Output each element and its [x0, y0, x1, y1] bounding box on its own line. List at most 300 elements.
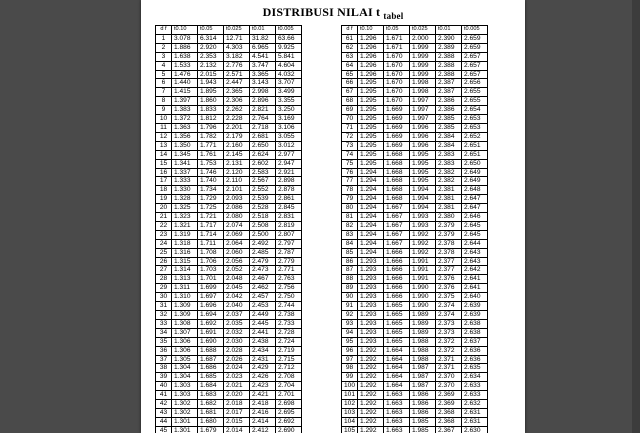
value-cell: 1.306: [172, 346, 198, 355]
value-cell: 2.378: [436, 239, 462, 248]
value-cell: 2.819: [276, 221, 302, 230]
value-cell: 2.646: [462, 213, 488, 222]
df-cell: 65: [342, 70, 358, 79]
df-cell: 104: [342, 417, 358, 426]
value-cell: 2.368: [436, 417, 462, 426]
value-cell: 1.294: [358, 239, 384, 248]
value-cell: 1.330: [172, 186, 198, 195]
value-cell: 2.020: [224, 391, 250, 400]
value-cell: 2.101: [224, 186, 250, 195]
value-cell: 2.698: [276, 400, 302, 409]
value-cell: 1.691: [198, 328, 224, 337]
value-cell: 1.319: [172, 230, 198, 239]
value-cell: 2.728: [276, 328, 302, 337]
value-cell: 1.316: [172, 248, 198, 257]
df-cell: 22: [156, 221, 172, 230]
value-cell: 2.861: [276, 195, 302, 204]
value-cell: 2.807: [276, 230, 302, 239]
value-cell: 2.921: [276, 168, 302, 177]
value-cell: 1.310: [172, 293, 198, 302]
value-cell: 1.671: [384, 34, 410, 43]
value-cell: 1.293: [358, 293, 384, 302]
value-cell: 6.314: [198, 34, 224, 43]
value-cell: 2.485: [250, 248, 276, 257]
value-cell: 2.383: [436, 159, 462, 168]
value-cell: 1.666: [384, 257, 410, 266]
value-cell: 1.993: [410, 213, 436, 222]
df-cell: 81: [342, 213, 358, 222]
header-row: [342, 26, 488, 35]
value-cell: 1.761: [198, 150, 224, 159]
df-cell: 21: [156, 213, 172, 222]
value-cell: 1.991: [410, 275, 436, 284]
value-cell: 1.671: [384, 43, 410, 52]
table-row: [156, 159, 302, 168]
value-cell: 1.725: [198, 204, 224, 213]
value-cell: 4.303: [224, 43, 250, 52]
df-cell: 69: [342, 106, 358, 115]
value-cell: 2.385: [436, 123, 462, 132]
value-cell: 2.649: [462, 168, 488, 177]
value-cell: 1.668: [384, 177, 410, 186]
table-row: [156, 195, 302, 204]
df-cell: 70: [342, 115, 358, 124]
value-cell: 1.363: [172, 123, 198, 132]
value-cell: 2.375: [436, 293, 462, 302]
value-cell: 1.690: [198, 337, 224, 346]
value-cell: 1.996: [410, 123, 436, 132]
value-cell: 3.055: [276, 132, 302, 141]
value-cell: 2.659: [462, 34, 488, 43]
value-cell: 1.294: [358, 204, 384, 213]
value-cell: 31.82: [250, 34, 276, 43]
value-cell: 1.295: [358, 141, 384, 150]
df-cell: 31: [156, 302, 172, 311]
value-cell: 3.143: [250, 79, 276, 88]
value-cell: 2.421: [250, 391, 276, 400]
value-cell: 2.145: [224, 150, 250, 159]
value-cell: 2.633: [462, 382, 488, 391]
value-cell: 2.015: [198, 70, 224, 79]
value-cell: 2.132: [198, 61, 224, 70]
value-cell: 1.293: [358, 311, 384, 320]
value-cell: 2.642: [462, 266, 488, 275]
value-cell: 2.763: [276, 275, 302, 284]
value-cell: 2.657: [462, 52, 488, 61]
value-cell: 1.681: [198, 408, 224, 417]
value-cell: 1.812: [198, 115, 224, 124]
table-row: [342, 177, 488, 186]
value-cell: 2.719: [276, 346, 302, 355]
value-cell: 1.994: [410, 195, 436, 204]
table-row: [156, 123, 302, 132]
value-cell: 1.684: [198, 382, 224, 391]
value-cell: 1.440: [172, 79, 198, 88]
table-row: [342, 159, 488, 168]
value-cell: 2.636: [462, 346, 488, 355]
df-cell: 91: [342, 302, 358, 311]
value-cell: 2.028: [224, 346, 250, 355]
value-cell: 1.670: [384, 97, 410, 106]
table-row: [342, 213, 488, 222]
value-cell: 2.381: [436, 195, 462, 204]
value-cell: 2.539: [250, 195, 276, 204]
value-cell: 1.292: [358, 355, 384, 364]
value-cell: 2.042: [224, 293, 250, 302]
table-row: [156, 373, 302, 382]
value-cell: 2.528: [250, 204, 276, 213]
value-cell: 2.708: [276, 373, 302, 382]
value-cell: 2.037: [224, 311, 250, 320]
value-cell: 2.441: [250, 328, 276, 337]
df-cell: 26: [156, 257, 172, 266]
value-cell: 1.668: [384, 159, 410, 168]
value-cell: 1.987: [410, 364, 436, 373]
value-cell: 1.685: [198, 373, 224, 382]
value-cell: 3.499: [276, 88, 302, 97]
value-cell: 1.309: [172, 311, 198, 320]
df-cell: 36: [156, 346, 172, 355]
value-cell: 1.670: [384, 52, 410, 61]
value-cell: 1.699: [198, 284, 224, 293]
value-cell: 2.024: [224, 364, 250, 373]
value-cell: 1.721: [198, 213, 224, 222]
value-cell: 1.665: [384, 311, 410, 320]
table-row: [156, 382, 302, 391]
table-row: [342, 150, 488, 159]
table-row: [156, 168, 302, 177]
df-cell: 17: [156, 177, 172, 186]
value-cell: 1.292: [358, 391, 384, 400]
value-cell: 2.724: [276, 337, 302, 346]
value-cell: 2.388: [436, 61, 462, 70]
value-cell: 2.373: [436, 319, 462, 328]
value-cell: 1.943: [198, 79, 224, 88]
value-cell: 2.878: [276, 186, 302, 195]
table-row: [342, 106, 488, 115]
df-cell: 83: [342, 230, 358, 239]
value-cell: 2.387: [436, 79, 462, 88]
table-row: [342, 302, 488, 311]
table-row: [156, 239, 302, 248]
value-cell: 1.341: [172, 159, 198, 168]
value-cell: 2.718: [250, 123, 276, 132]
value-cell: 1.293: [358, 266, 384, 275]
value-cell: 2.377: [436, 257, 462, 266]
table-row: [342, 408, 488, 417]
value-cell: 2.306: [224, 97, 250, 106]
table-row: [342, 284, 488, 293]
value-cell: 2.371: [436, 355, 462, 364]
value-cell: 2.750: [276, 293, 302, 302]
value-cell: 1.997: [410, 106, 436, 115]
value-cell: 3.707: [276, 79, 302, 88]
value-cell: 1.669: [384, 141, 410, 150]
value-cell: 3.747: [250, 61, 276, 70]
value-cell: 2.479: [250, 257, 276, 266]
df-cell: 3: [156, 52, 172, 61]
table-row: [342, 311, 488, 320]
title-text: DISTRIBUSI NILAI t: [262, 5, 381, 19]
value-cell: 2.653: [462, 123, 488, 132]
df-cell: 4: [156, 61, 172, 70]
value-cell: 2.652: [462, 132, 488, 141]
df-cell: 92: [342, 311, 358, 320]
table-row: [342, 141, 488, 150]
value-cell: 1.995: [410, 168, 436, 177]
value-cell: 2.845: [276, 204, 302, 213]
header-t0-05: t0.05: [198, 26, 224, 35]
value-cell: 2.389: [436, 43, 462, 52]
value-cell: 2.064: [224, 239, 250, 248]
value-cell: 1.664: [384, 373, 410, 382]
value-cell: 2.052: [224, 266, 250, 275]
value-cell: 3.182: [224, 52, 250, 61]
value-cell: 1.293: [358, 257, 384, 266]
value-cell: 1.664: [384, 382, 410, 391]
value-cell: 1.999: [410, 61, 436, 70]
value-cell: 1.993: [410, 221, 436, 230]
value-cell: 2.368: [436, 408, 462, 417]
value-cell: 2.387: [436, 88, 462, 97]
df-cell: 76: [342, 168, 358, 177]
table-row: [156, 408, 302, 417]
value-cell: 1.668: [384, 186, 410, 195]
value-cell: 1.305: [172, 355, 198, 364]
table-row: [156, 88, 302, 97]
table-row: [342, 257, 488, 266]
value-cell: 1.664: [384, 346, 410, 355]
df-cell: 87: [342, 266, 358, 275]
df-cell: 74: [342, 150, 358, 159]
value-cell: 2.110: [224, 177, 250, 186]
value-cell: 3.012: [276, 141, 302, 150]
df-cell: 41: [156, 391, 172, 400]
value-cell: 1.991: [410, 257, 436, 266]
df-cell: 32: [156, 311, 172, 320]
df-cell: 77: [342, 177, 358, 186]
value-cell: 2.787: [276, 248, 302, 257]
df-cell: 16: [156, 168, 172, 177]
value-cell: 1.997: [410, 115, 436, 124]
df-cell: 37: [156, 355, 172, 364]
value-cell: 6.965: [250, 43, 276, 52]
value-cell: 1.345: [172, 150, 198, 159]
value-cell: 2.384: [436, 132, 462, 141]
value-cell: 1.667: [384, 213, 410, 222]
value-cell: 1.667: [384, 230, 410, 239]
value-cell: 1.714: [198, 230, 224, 239]
df-cell: 6: [156, 79, 172, 88]
value-cell: 2.462: [250, 284, 276, 293]
value-cell: 2.657: [462, 70, 488, 79]
value-cell: 1.694: [198, 311, 224, 320]
value-cell: 2.390: [436, 34, 462, 43]
value-cell: 2.370: [436, 382, 462, 391]
table-row: [342, 328, 488, 337]
df-cell: 29: [156, 284, 172, 293]
value-cell: 1.997: [410, 97, 436, 106]
value-cell: 2.447: [224, 79, 250, 88]
value-cell: 1.292: [358, 408, 384, 417]
value-cell: 2.412: [250, 426, 276, 433]
value-cell: 1.986: [410, 400, 436, 409]
table-row: [156, 230, 302, 239]
header-df: d f: [342, 26, 358, 35]
value-cell: 1.989: [410, 319, 436, 328]
value-cell: 1.753: [198, 159, 224, 168]
value-cell: 1.668: [384, 168, 410, 177]
value-cell: 1.292: [358, 426, 384, 433]
value-cell: 1.666: [384, 293, 410, 302]
table-row: [342, 275, 488, 284]
table-row: [342, 364, 488, 373]
value-cell: 2.056: [224, 257, 250, 266]
value-cell: 2.797: [276, 239, 302, 248]
value-cell: 2.650: [250, 141, 276, 150]
df-cell: 43: [156, 408, 172, 417]
value-cell: 2.385: [436, 115, 462, 124]
value-cell: 1.301: [172, 426, 198, 433]
table-row: [342, 346, 488, 355]
value-cell: 1.665: [384, 319, 410, 328]
value-cell: 1.667: [384, 204, 410, 213]
value-cell: 2.655: [462, 97, 488, 106]
value-cell: 1.680: [198, 417, 224, 426]
value-cell: 2.414: [250, 417, 276, 426]
header-t0-10: t0.10: [172, 26, 198, 35]
value-cell: 2.647: [462, 195, 488, 204]
table-row: [156, 355, 302, 364]
value-cell: 2.656: [462, 79, 488, 88]
table-row: [156, 61, 302, 70]
df-cell: 42: [156, 400, 172, 409]
value-cell: 2.492: [250, 239, 276, 248]
value-cell: 1.309: [172, 302, 198, 311]
value-cell: 1.350: [172, 141, 198, 150]
value-cell: 1.687: [198, 355, 224, 364]
value-cell: 2.633: [462, 391, 488, 400]
value-cell: 1.296: [358, 70, 384, 79]
header-t0-10: t0.10: [358, 26, 384, 35]
df-cell: 10: [156, 115, 172, 124]
value-cell: 2.653: [462, 115, 488, 124]
value-cell: 2.632: [462, 400, 488, 409]
table-row: [342, 97, 488, 106]
value-cell: 1.994: [410, 186, 436, 195]
value-cell: 2.645: [462, 230, 488, 239]
df-cell: 73: [342, 141, 358, 150]
value-cell: 1.293: [358, 337, 384, 346]
value-cell: 1.296: [358, 34, 384, 43]
value-cell: 2.473: [250, 266, 276, 275]
value-cell: 1.293: [358, 302, 384, 311]
df-cell: 1: [156, 34, 172, 43]
value-cell: 2.643: [462, 248, 488, 257]
title-subscript: tabel: [383, 11, 404, 21]
df-cell: 40: [156, 382, 172, 391]
header-t0-005: t0.005: [276, 26, 302, 35]
value-cell: 1.683: [198, 391, 224, 400]
value-cell: 1.995: [410, 159, 436, 168]
value-cell: 1.666: [384, 266, 410, 275]
table-row: [156, 150, 302, 159]
value-cell: 2.518: [250, 213, 276, 222]
header-row: [156, 26, 302, 35]
value-cell: 1.668: [384, 195, 410, 204]
value-cell: 1.293: [358, 275, 384, 284]
value-cell: 2.000: [410, 34, 436, 43]
value-cell: 1.990: [410, 293, 436, 302]
df-cell: 64: [342, 61, 358, 70]
value-cell: 2.637: [462, 337, 488, 346]
value-cell: 1.986: [410, 391, 436, 400]
value-cell: 1.886: [172, 43, 198, 52]
value-cell: 1.740: [198, 177, 224, 186]
value-cell: 1.665: [384, 337, 410, 346]
value-cell: 1.986: [410, 408, 436, 417]
value-cell: 2.388: [436, 70, 462, 79]
value-cell: 1.987: [410, 382, 436, 391]
value-cell: 1.318: [172, 239, 198, 248]
value-cell: 1.302: [172, 400, 198, 409]
value-cell: 1.994: [410, 204, 436, 213]
value-cell: 2.634: [462, 373, 488, 382]
value-cell: 2.643: [462, 257, 488, 266]
value-cell: 2.648: [462, 186, 488, 195]
table-row: [342, 382, 488, 391]
value-cell: 2.571: [224, 70, 250, 79]
value-cell: 1.667: [384, 239, 410, 248]
value-cell: 1.711: [198, 239, 224, 248]
value-cell: 1.670: [384, 88, 410, 97]
value-cell: 2.017: [224, 408, 250, 417]
table-row: [156, 177, 302, 186]
value-cell: 2.381: [436, 186, 462, 195]
value-cell: 1.985: [410, 417, 436, 426]
table-row: [156, 417, 302, 426]
value-cell: 1.296: [358, 52, 384, 61]
value-cell: 1.296: [358, 61, 384, 70]
t-table-right: [341, 25, 488, 433]
value-cell: 1.669: [384, 106, 410, 115]
table-row: [156, 34, 302, 43]
value-cell: 1.697: [198, 293, 224, 302]
value-cell: 2.201: [224, 123, 250, 132]
value-cell: 1.666: [384, 275, 410, 284]
value-cell: 2.160: [224, 141, 250, 150]
df-cell: 35: [156, 337, 172, 346]
value-cell: 1.415: [172, 88, 198, 97]
value-cell: 2.423: [250, 382, 276, 391]
value-cell: 2.821: [250, 106, 276, 115]
value-cell: 2.048: [224, 275, 250, 284]
header-t0-01: t0.01: [436, 26, 462, 35]
value-cell: 1.989: [410, 311, 436, 320]
value-cell: 1.295: [358, 150, 384, 159]
df-cell: 20: [156, 204, 172, 213]
df-cell: 11: [156, 123, 172, 132]
df-cell: 5: [156, 70, 172, 79]
value-cell: 2.382: [436, 177, 462, 186]
table-row: [156, 221, 302, 230]
table-row: [156, 97, 302, 106]
table-row: [342, 417, 488, 426]
value-cell: 2.040: [224, 302, 250, 311]
df-cell: 18: [156, 186, 172, 195]
value-cell: 2.641: [462, 284, 488, 293]
value-cell: 1.325: [172, 204, 198, 213]
